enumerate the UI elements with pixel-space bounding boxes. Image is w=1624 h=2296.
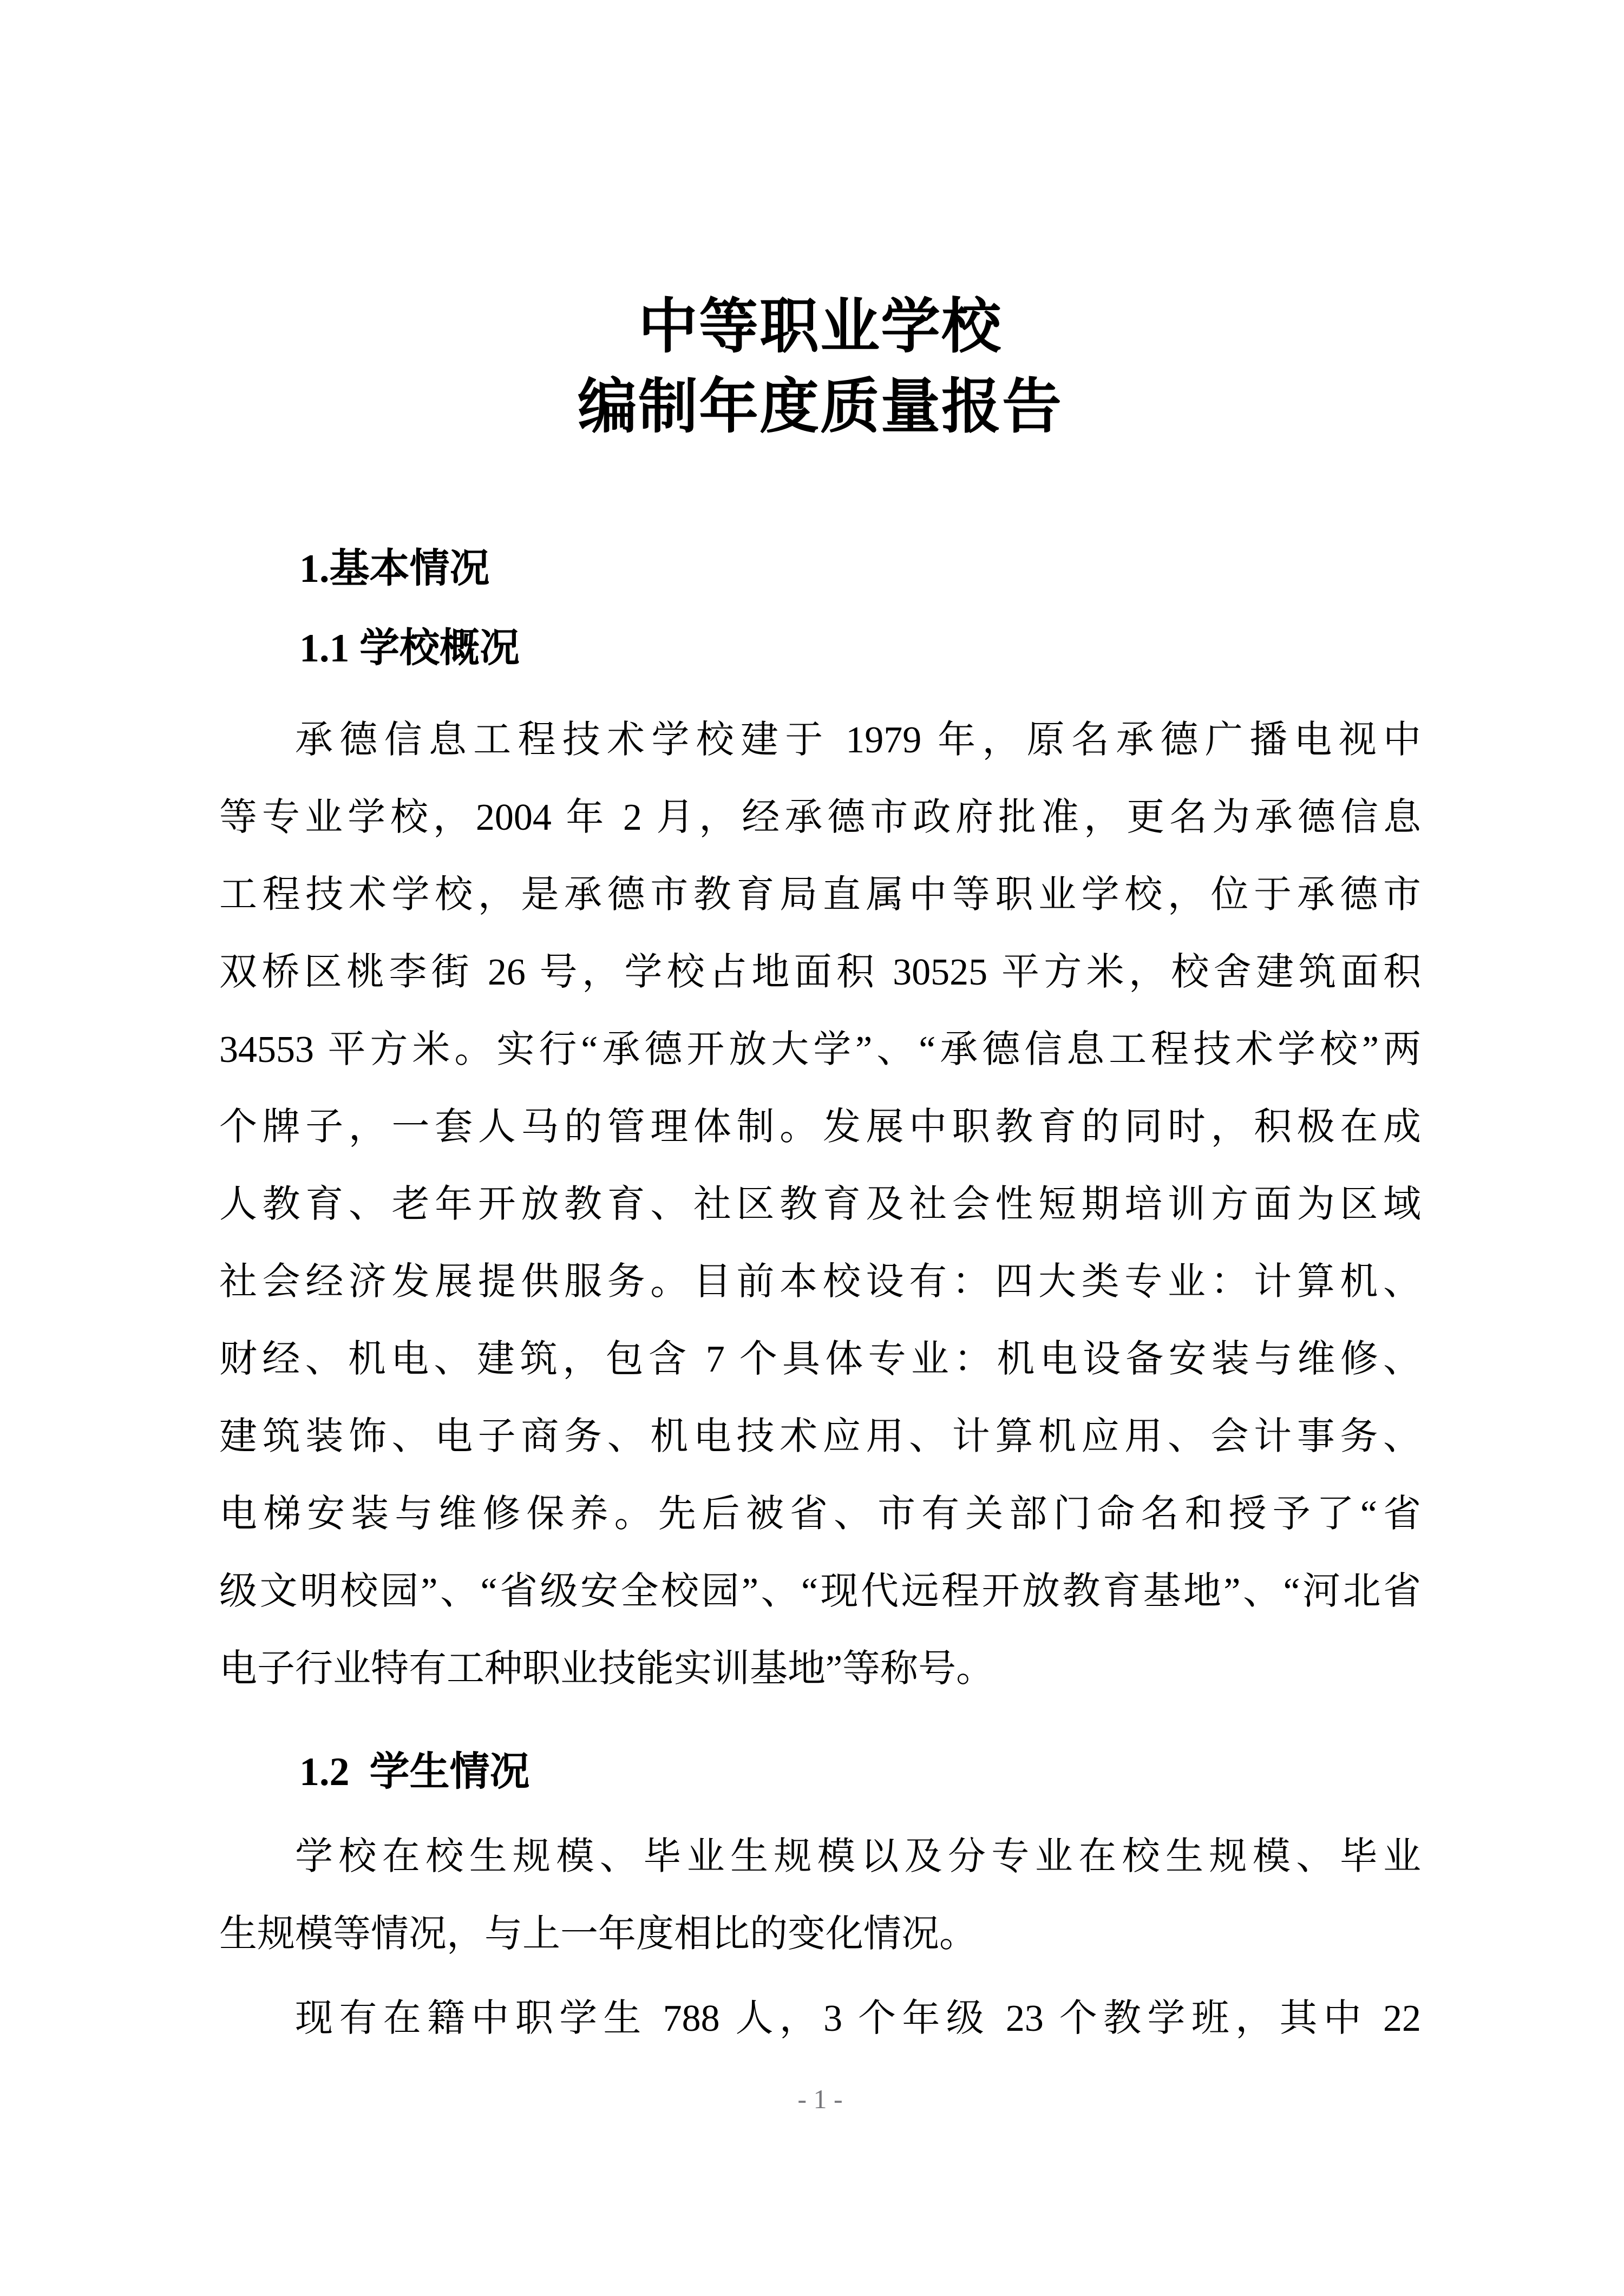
document-title-line-1: 中等职业学校 [638, 293, 1002, 360]
body-line: 人教育、老年开放教育、社区教育及社会性短期培训方面为区域 [219, 1184, 1421, 1225]
paragraph-school-overview [219, 701, 1421, 1708]
document-title [219, 287, 1421, 447]
body-line: 34553 平方米。实行“承德开放大学”、“承德信息工程技术学校”两 [219, 1029, 1421, 1071]
paragraph-student-scale [219, 1818, 1421, 1973]
section-heading-1-1-school-overview: 1.1 学校概况 [299, 626, 520, 671]
section-heading-1-basic-info: 1.基本情况 [299, 547, 490, 591]
body-line: 财经、机电、建筑，包含 7 个具体专业：机电设备安装与维修、 [219, 1339, 1421, 1380]
document-content [219, 0, 1421, 2057]
body-line: 级文明校园”、“省级安全校园”、“现代远程开放教育基地”、“河北省 [219, 1571, 1421, 1612]
body-line: 现有在籍中职学生 788 人，3 个年级 23 个教学班，其中 22 [295, 1998, 1421, 2039]
document-title-line-2: 编制年度质量报告 [578, 373, 1063, 440]
body-line: 工程技术学校，是承德市教育局直属中等职业学校，位于承德市 [219, 874, 1421, 916]
body-line: 建筑装饰、电子商务、机电技术应用、计算机应用、会计事务、 [219, 1416, 1421, 1458]
section-heading-1-2-student-situation: 1.2 学生情况 [299, 1750, 530, 1794]
body-line: 电梯安装与维修保养。先后被省、市有关部门命名和授予了“省 [219, 1493, 1421, 1535]
body-line: 学校在校生规模、毕业生规模以及分专业在校生规模、毕业 [295, 1836, 1421, 1878]
body-line: 承德信息工程技术学校建于 1979 年，原名承德广播电视中 [295, 719, 1421, 761]
body-line: 个牌子，一套人马的管理体制。发展中职教育的同时，积极在成 [219, 1106, 1421, 1148]
body-line: 社会经济发展提供服务。目前本校设有：四大类专业：计算机、 [219, 1261, 1421, 1303]
paragraph-enrollment-numbers [219, 1980, 1421, 2057]
footer-page-number: - 1 - [797, 2084, 843, 2114]
page-footer [219, 2083, 1421, 2115]
body-line: 双桥区桃李街 26 号，学校占地面积 30525 平方米，校舍建筑面积 [219, 952, 1421, 993]
body-line: 等专业学校，2004 年 2 月，经承德市政府批准，更名为承德信息 [219, 797, 1421, 838]
body-line: 电子行业特有工种职业技能实训基地”等称号。 [219, 1648, 994, 1690]
body-line: 生规模等情况，与上一年度相比的变化情况。 [219, 1913, 977, 1955]
